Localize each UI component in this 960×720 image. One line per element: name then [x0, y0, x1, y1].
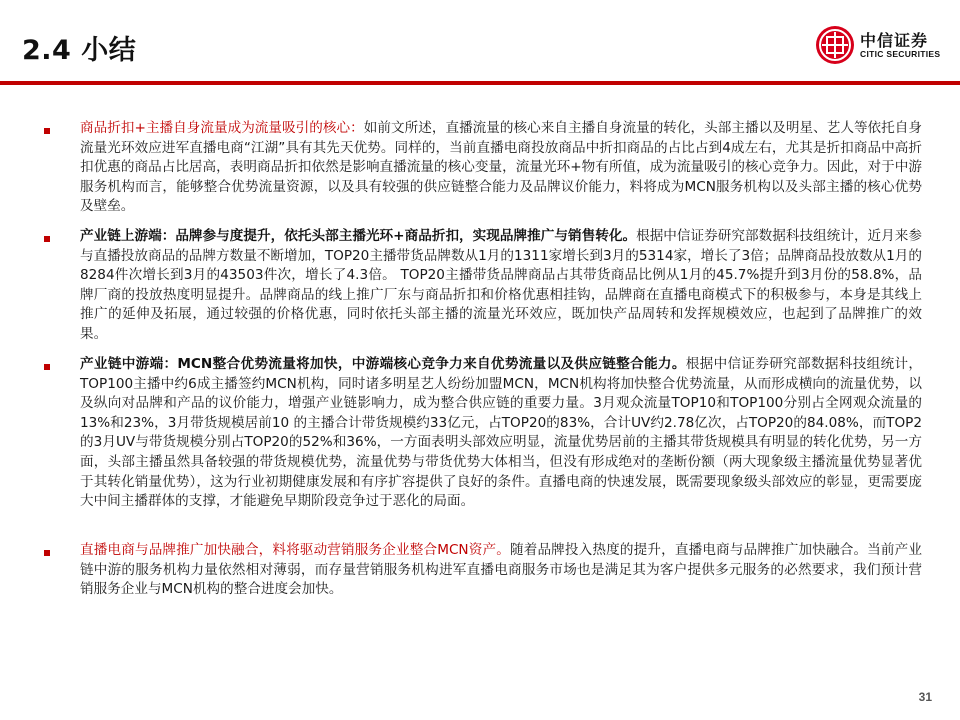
bullet-body: 根据中信证券研究部数据科技组统计，TOP100主播中约6成主播签约MCN机构，同时诸多明星艺人纷纷加盟MCN，MCN机构将加快整合优势流量，从而形成横向的流量优势，以及纵向对品牌和产品的议价能力，增强产业链影响力，成为整合供应链的重要力量。3月观众流量TOP10和TOP100分别占全网观众流量的13%和23%，3月带货规模居前10 的主播合计带货规模约33亿元，占TOP20的83%，合计UV约2.78亿次，占TOP20的84.08%，而TOP2 的3月UV与带货规模分别占TOP20的52%和36%，一方面表明头部效应明显，流量优势居前的主播其带货规模具有明显的转化优势，另一方面，头部主播虽然具备较强的带货规模优势，流量优势与带货优势大体相当，但没有形成绝对的垄断份额（两大现象级主播流量优势显著优于其转化销量优势），这为行业初期健康发展和有序扩容提供了良好的条件。直播电商的快速发展，既需要现象级头部效应的彰显，更需要庞大中间主播群体的支撑，才能避免早期阶段竞争过于恶化的局面。	[80, 356, 922, 510]
page-number: 31	[918, 690, 932, 704]
bullet-lead: 直播电商与品牌推广加快融合，料将驱动营销服务企业整合MCN资产。	[80, 542, 510, 558]
bullet-body: 如前文所述，直播流量的核心来自主播自身流量的转化，头部主播以及明星、艺人等依托自身流量光环效应进军直播电商“江湖”具有其先天优势。同样的，当前直播电商投放商品中折扣商品的占比占到4成左右，尤其是折扣商品中高折扣优惠的商品占比居高，表明商品折扣依然是影响直播流量的核心变量，流量光环+物有所值，成为流量吸引的核心竞争力。因此，对于中游服务机构而言，能够整合优势流量资源，以及具有较强的供应链整合能力及品牌议价能力，料将成为MCN服务机构以及头部主播的核心优势及壁垒。	[80, 120, 923, 215]
bullet-item	[42, 119, 922, 217]
bullet-item	[42, 355, 922, 512]
citic-logo	[816, 25, 942, 67]
bullet-body: 随着品牌投入热度的提升，直播电商与品牌推广加快融合。当前产业链中游的服务机构力量依然相对薄弱，而存量营销服务机构进军直播电商服务市场也是满足其为客户提供多元服务的必然要求，我们预计营销服务企业与MCN机构的整合进度会加快。	[80, 542, 922, 598]
bullet-paragraph	[80, 355, 922, 512]
bullet-marker	[44, 128, 50, 134]
bullet-body: 根据中信证券研究部数据科技组统计，近月来参与直播投放商品的品牌方数量不断增加，TOP20主播带货品牌数从1月的1311家增长到3月的5314家，增长了3倍；品牌商品投放数从1月的8284件次增长到3月的43503件次，增长了4.3倍。 TOP20主播带货品牌商品占其带货商品比例从1月的45.7%提升到3月份的58.8%，品牌厂商的投放热度明显提升。品牌商品的线上推广厂东与商品折扣和价格优惠相挂钩，品牌商在直播电商模式下的积极参与，本身是其线上推广的延伸及拓展，通过较强的价格优惠，同时依托头部主播的流量光环效应，既加快产品周转和发挥规模效应，也起到了品牌推广的效果。	[80, 228, 923, 342]
bullet-paragraph	[80, 227, 922, 345]
header-divider	[0, 81, 960, 85]
bullet-paragraph	[80, 541, 922, 600]
bullet-marker	[44, 364, 50, 370]
logo-text-en: CITIC SECURITIES	[860, 49, 941, 59]
bullet-marker	[44, 236, 50, 242]
bullet-item	[42, 227, 922, 345]
bullet-paragraph	[80, 119, 922, 217]
bullet-marker	[44, 550, 50, 556]
page-title: 2.4 小结	[22, 35, 137, 66]
bullet-lead: 产业链中游端：MCN整合优势流量将加快，中游端核心竞争力来自优势流量以及供应链整合能力。	[80, 356, 686, 372]
logo-text-cn: 中信证券	[860, 31, 929, 50]
bullet-lead: 商品折扣+主播自身流量成为流量吸引的核心：	[80, 120, 364, 136]
citic-emblem-icon	[816, 26, 854, 64]
bullet-item	[42, 541, 922, 600]
bullet-lead: 产业链上游端：品牌参与度提升，依托头部主播光环+商品折扣，实现品牌推广与销售转化。	[80, 228, 637, 244]
